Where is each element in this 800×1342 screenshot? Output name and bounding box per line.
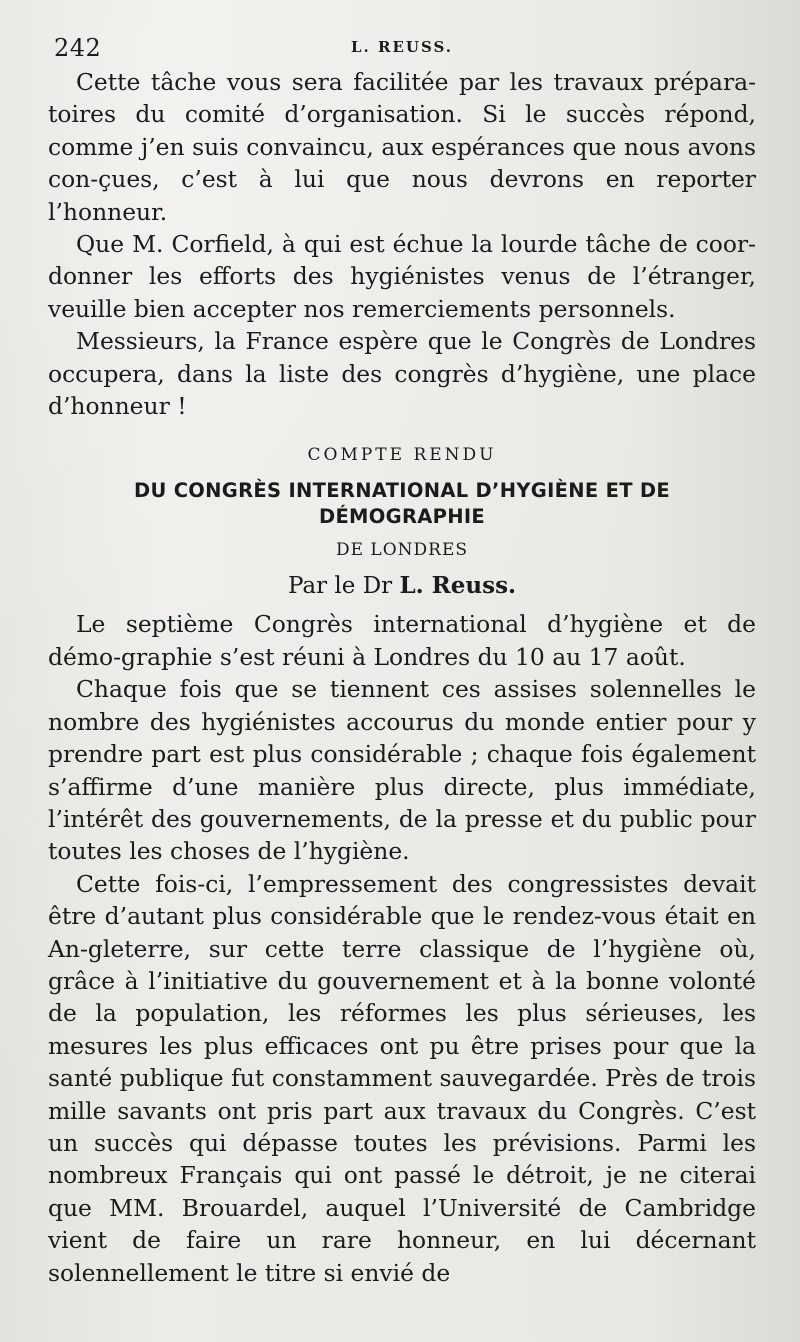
body-paragraph: Chaque fois que se tiennent ces assises solennelles le nombre des hygiénistes accourus du monde entier pour y prendre part est plus considérable ; chaque fois également s’affirme d’une manière plus directe, plus immédiate, l’intérêt des gouvernements, de la presse et du public pour toutes les choses de l’hygiène. — [48, 675, 756, 866]
intro-paragraph: Messieurs, la France espère que le Congrès de Londres occupera, dans la liste des congrès d’hygiène, une place d’honneur ! — [48, 327, 756, 421]
body-paragraph: Le septième Congrès international d’hygiène et de démo-graphie s’est réuni à Londres du 10 au 17 août. — [48, 610, 756, 671]
page-number: 242 — [54, 34, 102, 62]
byline-author: L. Reuss. — [399, 572, 517, 600]
article-title: DU CONGRÈS INTERNATIONAL D’HYGIÈNE ET DE DÉMOGRAPHIE — [133, 479, 671, 529]
running-head — [48, 34, 756, 64]
intro-paragraph: Cette tâche vous sera facilitée par les travaux prépara-toires du comité d’organisation. Si le succès répond, comme j’en suis convaincu, aux espérances que nous avons con-çues, c’est à lui que nous devrons en reporter l’honneur. — [48, 68, 756, 226]
article-byline — [48, 570, 756, 602]
article-kicker: COMPTE RENDU — [307, 445, 497, 466]
running-title: L. REUSS. — [351, 38, 453, 56]
intro-paragraph: Que M. Corfield, à qui est échue la lourde tâche de coor-donner les efforts des hygiénistes venus de l’étranger, veuille bien accepter nos remerciements personnels. — [48, 230, 756, 323]
byline-prefix: Par le Dr — [287, 573, 393, 600]
article-subtitle: DE LONDRES — [335, 540, 469, 561]
body-paragraph: Cette fois-ci, l’empressement des congressistes devait être d’autant plus considérable que le rendez-vous était en An-gleterre, sur cette terre classique de l’hygiène où, grâce à l’initiative du gouvernement et à la bonne volonté de la population, les réformes les plus sérieuses, les mesures les plus efficaces ont pu être prises pour que la santé publique fut constamment sauvegardée. Près de trois mille savants ont pris part aux travaux du Congrès. C’est un succès qui dépasse toutes les prévisions. Parmi les nombreux Français qui ont passé le détroit, je ne citerai que MM. Brouardel, auquel l’Université de Cambridge vient de faire un rare honneur, en lui décernant solennellement le titre si envié de — [48, 869, 756, 1287]
